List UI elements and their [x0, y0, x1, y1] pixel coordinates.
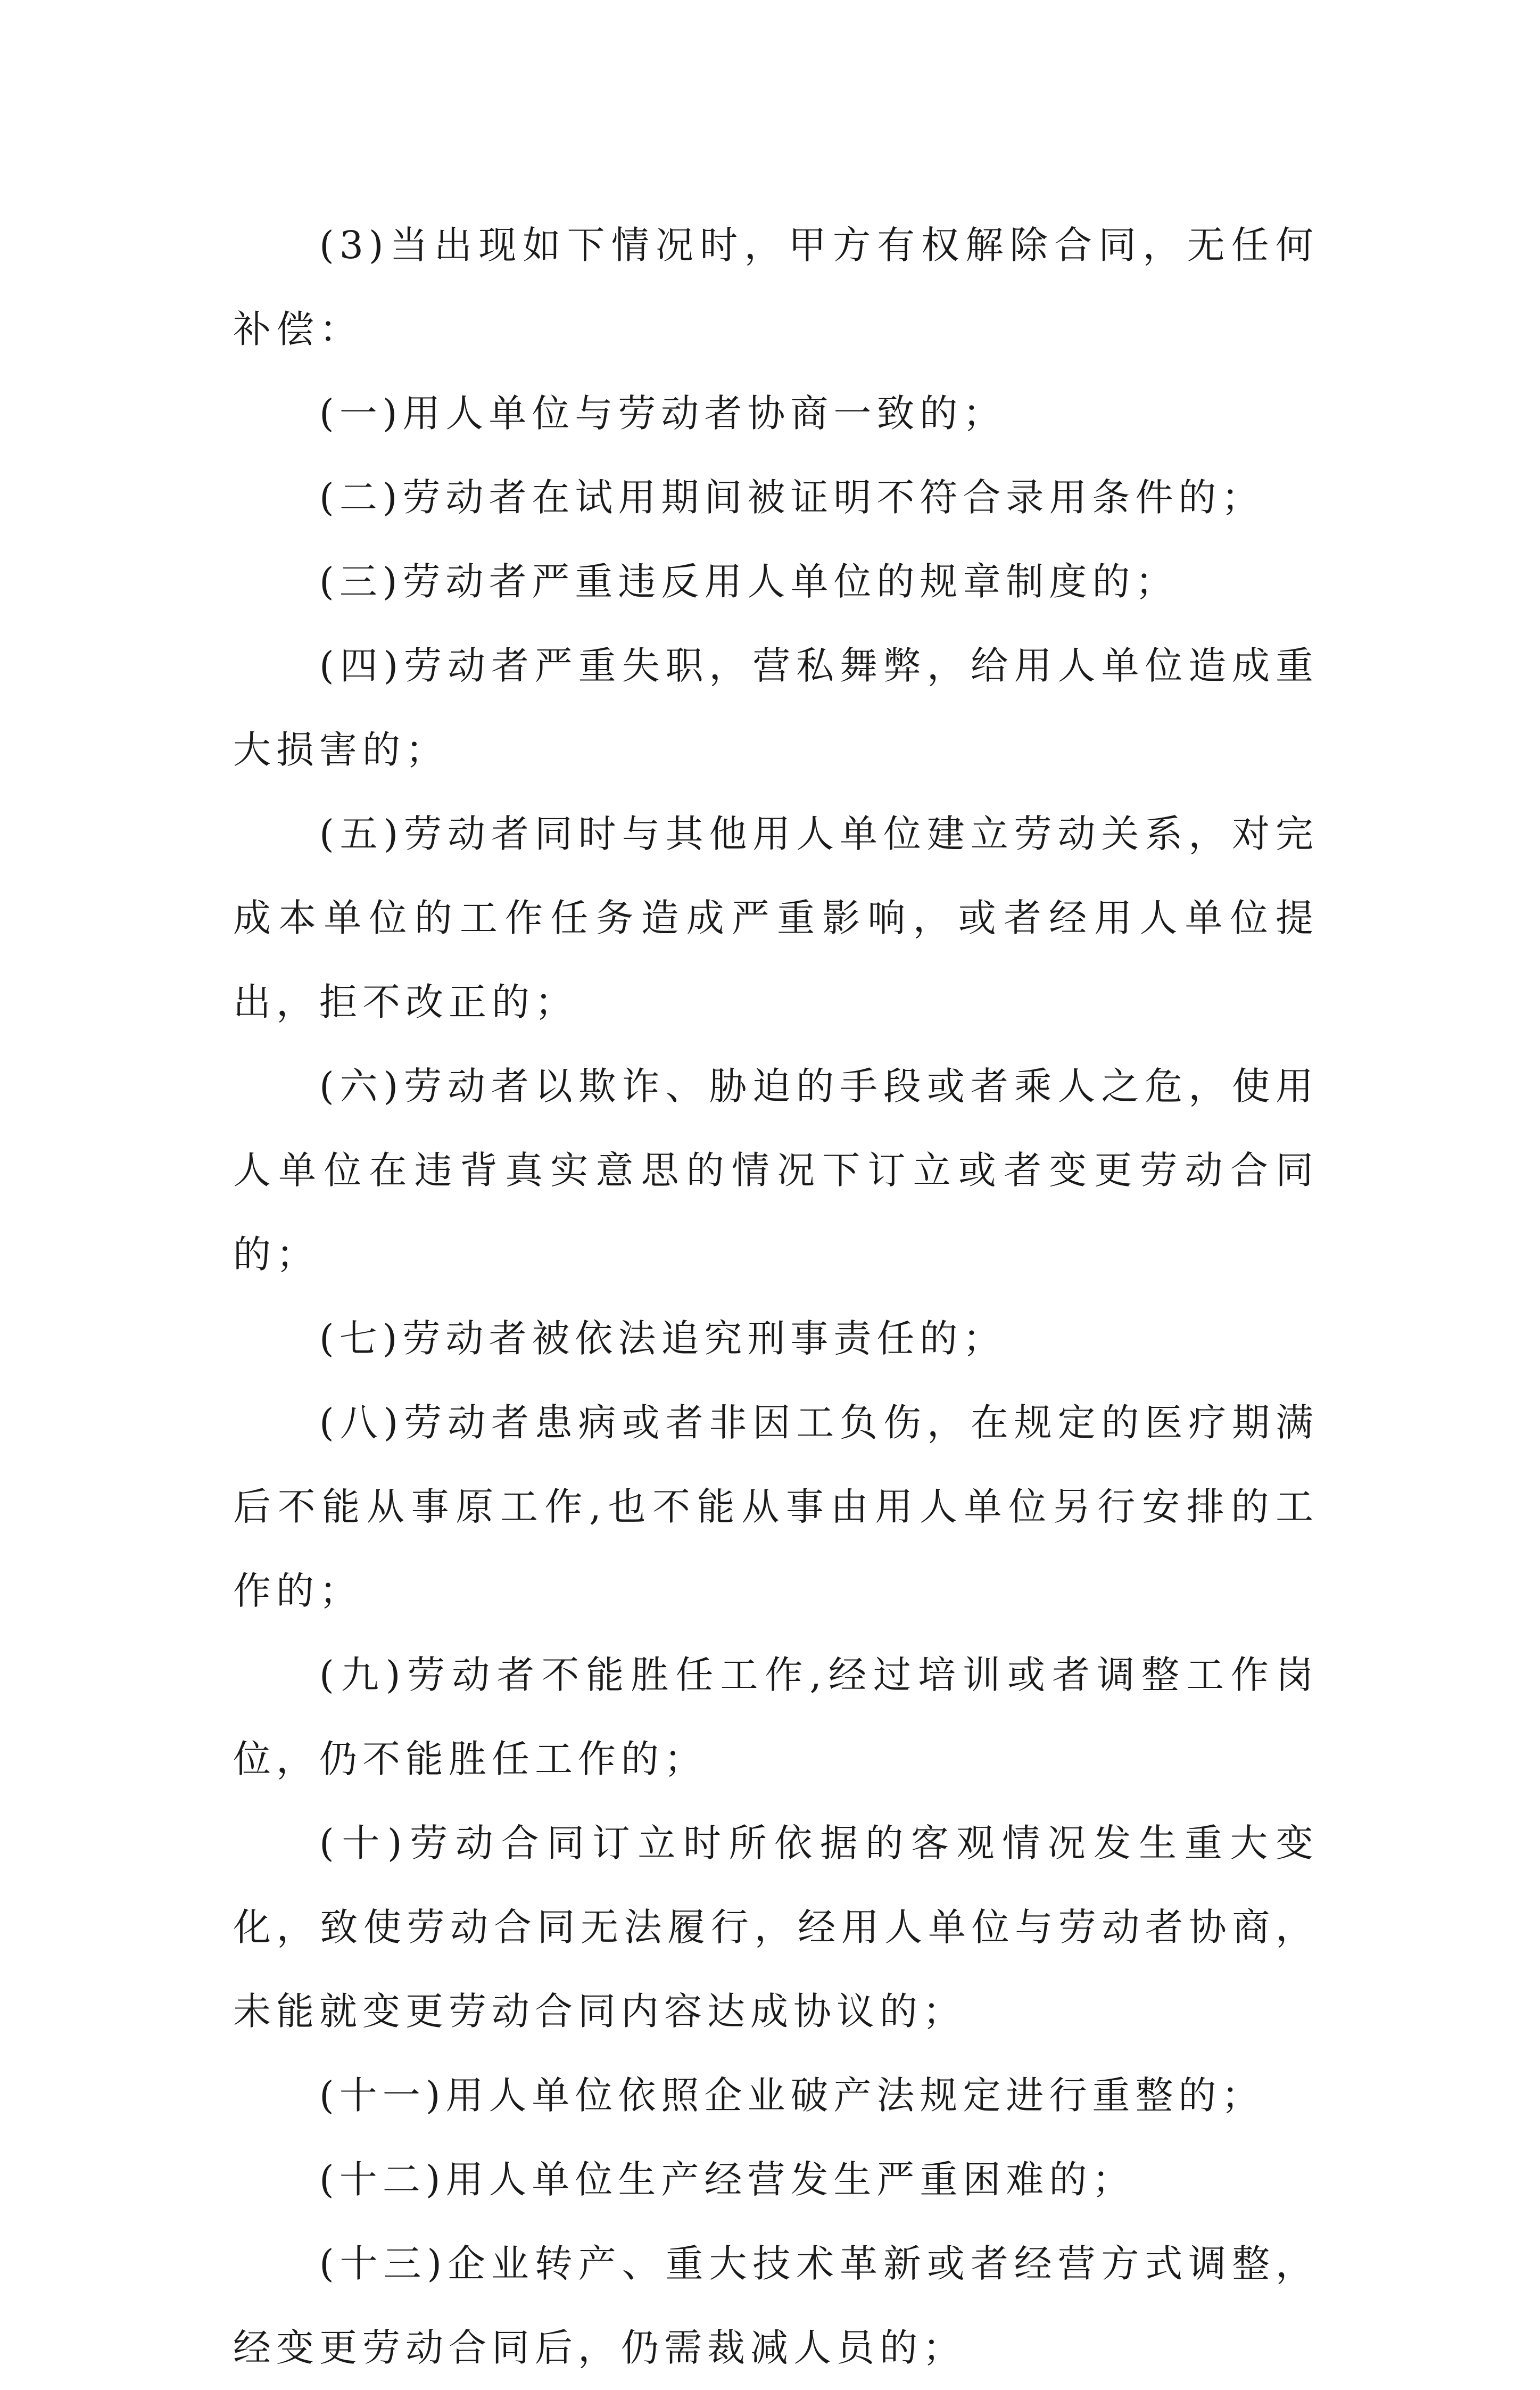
paragraph-item-10: (十)劳动合同订立时所依据的客观情况发生重大变化，致使劳动合同无法履行，经用人单位与劳动者协商，未能就变更劳动合同内容达成协议的；: [233, 1821, 1319, 2033]
paragraph-clause-3: (3)当出现如下情况时，甲方有权解除合同，无任何补偿：: [233, 223, 1319, 351]
paragraph-item-11: (十一)用人单位依照企业破产法规定进行重整的；: [319, 2073, 1265, 2117]
paragraph-item-4: (四)劳动者严重失职，营私舞弊，给用人单位造成重大损害的；: [233, 644, 1319, 772]
paragraph-item-8: (八)劳动者患病或者非因工负伤，在规定的医疗期满后不能从事原工作,也不能从事由用人单位另行安排的工作的；: [233, 1400, 1319, 1613]
paragraph-item-13: (十三)企业转产、重大技术革新或者经营方式调整，经变更劳动合同后，仍需裁减人员的；: [233, 2241, 1319, 2370]
paragraph-item-2: (二)劳动者在试用期间被证明不符合录用条件的；: [319, 475, 1265, 520]
paragraph-item-3: (三)劳动者严重违反用人单位的规章制度的；: [319, 559, 1179, 604]
paragraph-item-12: (十二)用人单位生产经营发生严重困难的；: [319, 2157, 1136, 2202]
document-body: [233, 203, 1319, 2390]
paragraph-item-1: (一)用人单位与劳动者协商一致的；: [319, 391, 1006, 435]
paragraph-item-5: (五)劳动者同时与其他用人单位建立劳动关系，对完成本单位的工作任务造成严重影响，或者经用人单位提出，拒不改正的；: [233, 812, 1319, 1024]
paragraph-item-9: (九)劳动者不能胜任工作,经过培训或者调整工作岗位，仍不能胜任工作的；: [233, 1653, 1319, 1781]
paragraph-item-6: (六)劳动者以欺诈、胁迫的手段或者乘人之危，使用人单位在违背真实意思的情况下订立或者变更劳动合同的；: [233, 1064, 1319, 1276]
paragraph-item-7: (七)劳动者被依法追究刑事责任的；: [319, 1316, 1006, 1361]
